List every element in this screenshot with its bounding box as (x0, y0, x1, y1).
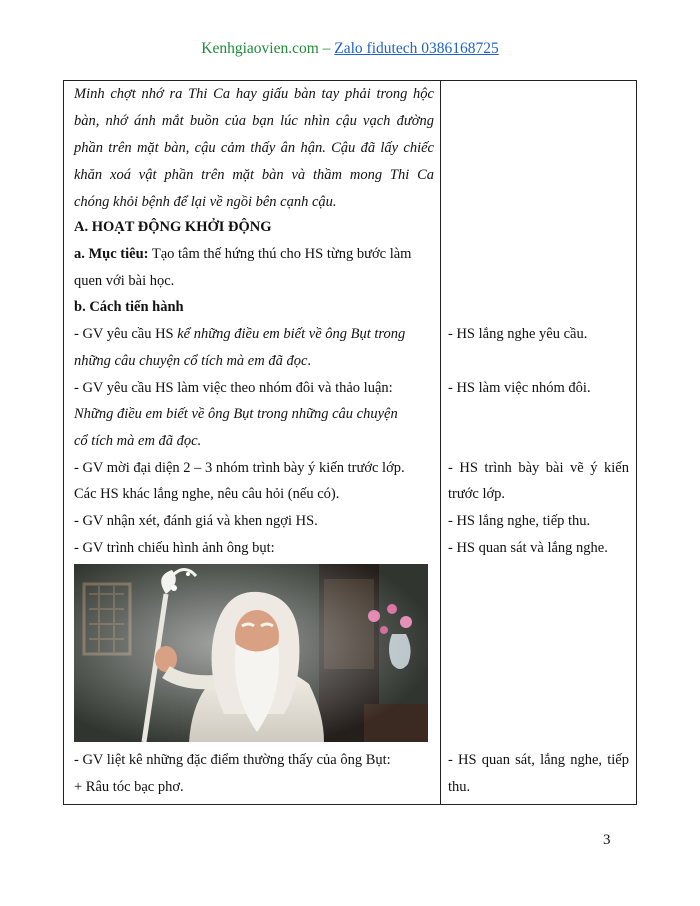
gv-step-6: - GV liệt kê những đặc điểm thường thấy của ông Bụt: (74, 752, 391, 768)
gv-step-1-italic-2: những câu chuyện cổ tích mà em đã đọc (74, 353, 308, 369)
story-line-4: khăn xoá vật phần trên mặt bàn và thầm mong Thi Ca (74, 167, 434, 183)
objective-line-2: quen với bài học. (74, 273, 175, 289)
gv-step-5: - GV trình chiếu hình ảnh ông bụt: (74, 540, 275, 556)
teacher-activity-column (64, 81, 441, 804)
header-site[interactable]: Kenhgiaovien.com (201, 40, 319, 57)
hs-step-3-line-2: trước lớp. (448, 486, 506, 502)
hs-step-4: - HS lắng nghe, tiếp thu. (448, 513, 591, 529)
objective-line-1 (74, 245, 411, 263)
lesson-table (63, 80, 637, 805)
gv-step-1-prefix: - GV yêu cầu HS (74, 326, 178, 342)
gv-step-1-italic-1: kể những điều em biết về ông Bụt trong (177, 326, 406, 342)
header-dash: – (318, 40, 335, 57)
story-line-5: chóng khỏi bệnh để lại về ngồi bên cạnh cậu. (74, 194, 337, 210)
objective-text-1: Tạo tâm thế hứng thú cho HS từng bước làm (148, 246, 412, 262)
gv-step-3-line-1: - GV mời đại diện 2 – 3 nhóm trình bày ý kiến trước lớp. (74, 460, 405, 476)
gv-step-1-line-2 (74, 352, 311, 370)
gv-step-3-line-2: Các HS khác lắng nghe, nêu câu hỏi (nếu có). (74, 486, 340, 502)
gv-step-4: - GV nhận xét, đánh giá và khen ngợi HS. (74, 513, 318, 529)
ong-but-illustration (74, 564, 428, 742)
procedure-heading: b. Cách tiến hành (74, 299, 184, 315)
gv-step-2-italic-1: Những điều em biết về ông Bụt trong những câu chuyện (74, 406, 398, 422)
objective-label: a. Mục tiêu: (74, 246, 149, 262)
story-line-1: Minh chợt nhớ ra Thi Ca hay giấu bàn tay phải trong hộc (74, 86, 434, 102)
gv-step-7: + Râu tóc bạc phơ. (74, 779, 184, 795)
hs-step-6-line-2: thu. (448, 779, 471, 795)
ong-but-image (74, 564, 428, 742)
student-activity-column (441, 81, 636, 804)
story-line-3: phần trên mặt bàn, cậu cảm thấy ân hận. Cậu đã lấy chiếc (74, 140, 434, 156)
gv-step-1-end: . (307, 353, 312, 369)
page-number: 3 (603, 832, 611, 848)
gv-step-1-line-1 (74, 325, 405, 343)
gv-step-2-italic-2: cổ tích mà em đã đọc. (74, 433, 202, 449)
hs-step-3-line-1: - HS trình bày bài vẽ ý kiến (448, 460, 629, 476)
section-a-heading: A. HOẠT ĐỘNG KHỞI ĐỘNG (74, 219, 272, 235)
hs-step-1: - HS lắng nghe yêu cầu. (448, 326, 588, 342)
header-contact-link[interactable]: Zalo fidutech 0386168725 (334, 40, 499, 57)
story-line-2: bàn, nhớ ánh mắt buồn của bạn lúc nhìn cậu vạch đường (74, 113, 434, 129)
hs-step-6-line-1: - HS quan sát, lắng nghe, tiếp (448, 752, 629, 768)
page-header (0, 40, 700, 58)
hs-step-5: - HS quan sát và lắng nghe. (448, 540, 608, 556)
hs-step-2: - HS làm việc nhóm đôi. (448, 380, 591, 396)
gv-step-2: - GV yêu cầu HS làm việc theo nhóm đôi và thảo luận: (74, 380, 393, 396)
